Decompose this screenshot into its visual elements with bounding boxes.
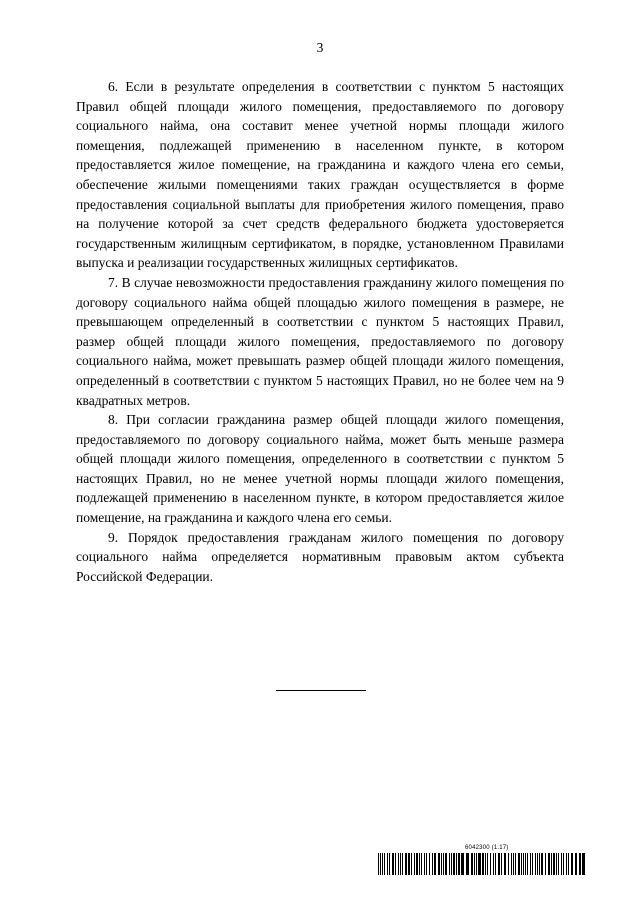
paragraph-8: 8. При согласии гражданина размер общей площади жилого помещения, предоставляемого по договору социального найма, может быть меньше размера общей площади жилого помещения, определенного в соответствии с пунктом 5 настоящих Правил, но не менее учетной нормы площади жилого помещения, подлежащей применению в населенном пункте, в котором предоставляется жилое помещение, на гражданина и каждого члена его семьи.: [76, 412, 564, 526]
paragraph-9: 9. Порядок предоставления гражданам жилого помещения по договору социального найма определяется нормативным правовым актом субъекта Российской Федерации.: [76, 529, 564, 584]
end-divider: [276, 690, 366, 691]
paragraph-7: 7. В случае невозможности предоставления гражданину жилого помещения по договору социального найма общей площадью жилого помещения в размере, не превышающем определенный в соответствии с пунктом 5 настоящих Правил, размер общей площади жилого помещения, предоставляемого по договору социального найма, может превышать размер общей площади жилого помещения, определенный в соответствии с пунктом 5 настоящих Правил, но не более чем на 9 квадратных метров.: [76, 274, 564, 408]
paragraph-6: 6. Если в результате определения в соответствии с пунктом 5 настоящих Правил общей площади жилого помещения, предоставляемого по договору социального найма, она составит менее учетной нормы площади жилого помещения, подлежащей применению в населенном пункте, в котором предоставляется жилое помещение, на гражданина и каждого члена его семьи, обеспечение жилыми помещениями таких граждан осуществляется в форме предоставления социальной выплаты для приобретения жилого помещения, право на получение которой за счет средств федерального бюджета удостоверяется государственным жилищным сертификатом, в порядке, установленном Правилами выпуска и реализации государственных жилищных сертификатов.: [76, 79, 564, 271]
barcode-caption: 6042300 (1.17): [465, 845, 509, 851]
barcode-icon: [378, 853, 586, 875]
document-body: [76, 77, 564, 586]
page-number: 3: [316, 40, 324, 55]
